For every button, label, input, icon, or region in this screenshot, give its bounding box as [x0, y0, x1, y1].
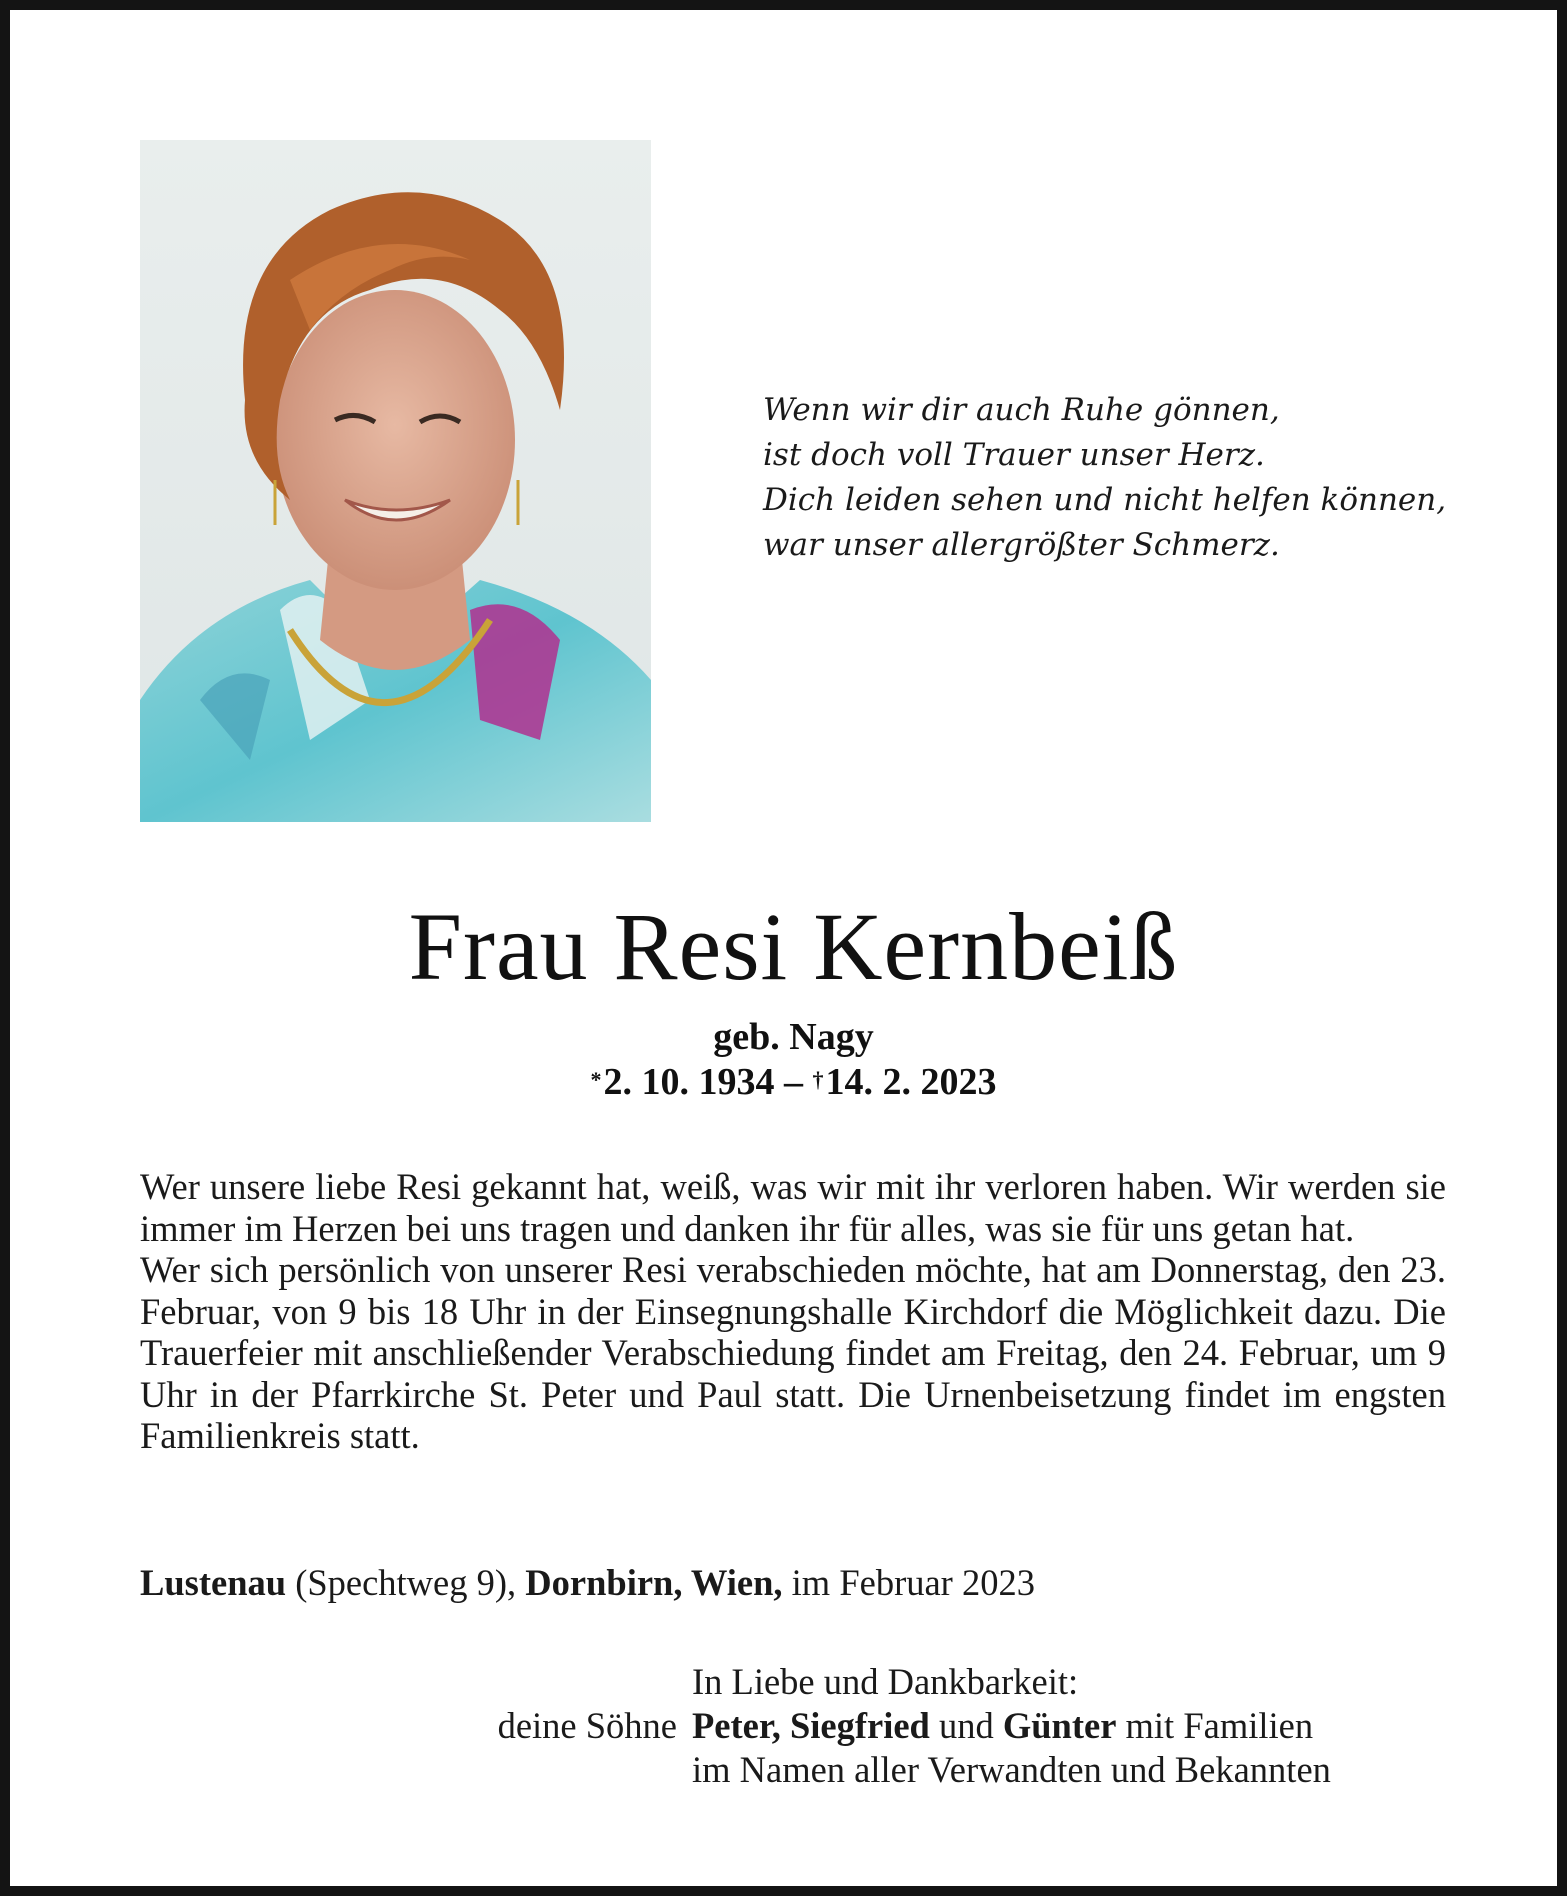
date: im Februar 2023: [782, 1562, 1035, 1603]
other-places: Dornbirn, Wien,: [525, 1562, 783, 1603]
birth-symbol: *: [590, 1067, 602, 1092]
signature-suffix: mit Familien: [1116, 1705, 1314, 1746]
portrait-photo: [140, 140, 651, 822]
death-symbol: †: [812, 1067, 824, 1092]
poem-line: Wenn wir dir auch Ruhe gönnen,: [763, 392, 1280, 428]
maiden-name: geb. Nagy: [713, 1016, 874, 1058]
signature-block: [10, 1660, 1567, 1792]
poem-line: war unser allergrößter Schmerz.: [763, 527, 1280, 563]
town: Lustenau: [140, 1562, 287, 1603]
address: (Spechtweg 9),: [286, 1562, 526, 1603]
signature-intro: In Liebe und Dankbarkeit:: [692, 1661, 1079, 1702]
poem-line: ist doch voll Trauer unser Herz.: [763, 437, 1265, 473]
birth-date: 2. 10. 1934: [603, 1061, 775, 1103]
deceased-name: Frau Resi Kernbeiß: [408, 893, 1179, 1000]
date-separator: –: [774, 1061, 813, 1103]
son-name: Günter: [1002, 1705, 1117, 1746]
paragraph: Wer unsere liebe Resi gekannt hat, weiß, was wir mit ihr verloren haben. Wir werden sie immer im Herzen bei uns tragen und danken ihr für alles, was sie für uns getan hat.: [140, 1166, 1446, 1249]
death-date: 14. 2. 2023: [825, 1061, 997, 1103]
memorial-poem: [763, 388, 1446, 568]
life-dates: [10, 1060, 1567, 1104]
son-name: Peter,: [692, 1705, 781, 1746]
son-name: Siegfried: [789, 1705, 930, 1746]
poem-line: Dich leiden sehen und nicht helfen können,: [763, 482, 1447, 518]
portrait-illustration: [140, 140, 651, 822]
place-and-date: [140, 1562, 1035, 1604]
signature-sons: [692, 1704, 1313, 1748]
conjunction: und: [929, 1705, 1003, 1746]
signature-relatives: im Namen aller Verwandten und Bekannten: [692, 1749, 1331, 1790]
paragraph: Wer sich persönlich von unserer Resi verabschieden möchte, hat am Donnerstag, den 23. Februar, von 9 bis 18 Uhr in der Einsegnungshalle Kirchdorf die Möglichkeit dazu. Die Trauerfeier mit anschließender Verabschiedung findet am Freitag, den 24. Februar, um 9 Uhr in der Pfarrkirche St. Peter und Paul statt. Die Urnenbeisetzung findet im engsten Familienkreis statt.: [140, 1249, 1446, 1456]
signature-lead: deine Söhne: [497, 1705, 677, 1746]
obituary-text: [140, 1166, 1446, 1457]
